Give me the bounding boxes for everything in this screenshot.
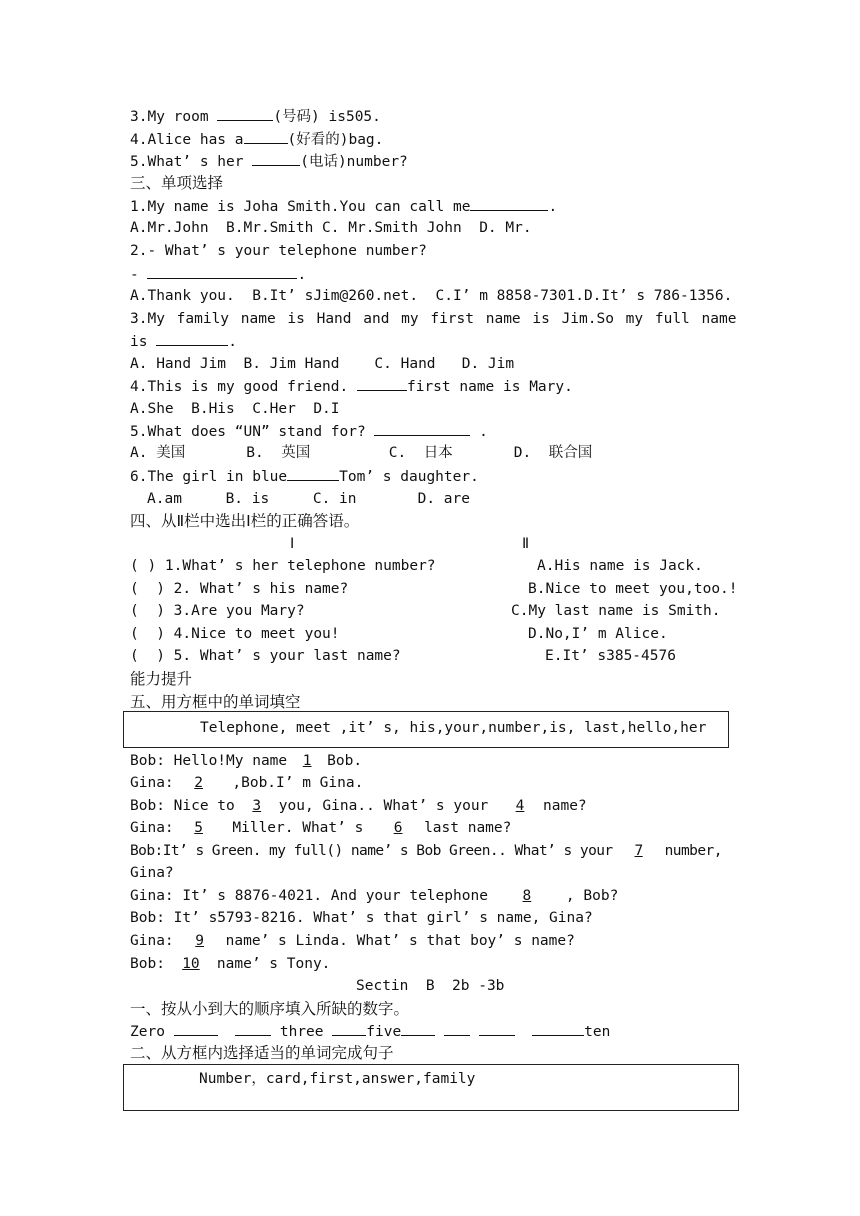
answer-blank[interactable] <box>357 376 407 391</box>
section5-title: 五、用方框中的单词填空 <box>130 693 301 711</box>
dialogue-line: Bob: Hello!My name 1 Bob. <box>130 753 363 769</box>
answer-blank[interactable] <box>374 421 470 436</box>
section-b2-title: 二、从方框内选择适当的单词完成句子 <box>130 1044 394 1062</box>
answer-blank[interactable] <box>174 1021 218 1036</box>
dialogue-line: Bob: It’ s5793-8216. What’ s that girl’ s name, Gina? <box>130 910 593 926</box>
dialogue-line: Gina? <box>130 865 174 881</box>
dialogue-line: Bob: Nice to 3 you, Gina.. What’ s your 4 name? <box>130 798 587 814</box>
mc-q2-options: A.Thank you. B.It’ sJim@260.net. C.I’ m 8858-7301.D.It’ s 786-1356. <box>130 288 733 304</box>
mc-q4-stem: 4.This is my good friend. first name is Mary. <box>130 376 573 397</box>
section4-title: 四、从Ⅱ栏中选出Ⅰ栏的正确答语。 <box>130 512 360 530</box>
mc-q3-stem: 3.My family name is Hand and my first name is Jim.So my full name <box>130 311 737 327</box>
number-sequence: Zero three five ten <box>130 1021 610 1042</box>
answer-blank[interactable] <box>287 466 339 481</box>
blank-number[interactable]: 8 <box>522 888 532 904</box>
match-left-3: ( ) 3.Are you Mary? <box>130 603 305 619</box>
answer-blank[interactable] <box>252 151 300 166</box>
answer-blank[interactable] <box>332 1021 366 1036</box>
fill-in-q5: 5.What’ s her (电话)number? <box>130 151 408 172</box>
dialogue-line: Gina: 2 ,Bob.I’ m Gina. <box>130 775 364 791</box>
section-b1-title: 一、按从小到大的顺序填入所缺的数字。 <box>130 1000 410 1018</box>
answer-blank[interactable] <box>156 331 228 346</box>
answer-blank[interactable] <box>479 1021 515 1036</box>
dialogue-line: Gina: 5 Miller. What’ s 6 last name? <box>130 820 512 836</box>
mc-q3-stem-cont: is . <box>130 331 237 352</box>
mc-q2-stem: 2.- What’ s your telephone number? <box>130 243 427 259</box>
blank-number[interactable]: 2 <box>194 775 204 791</box>
mc-q2-answer-line: - . <box>130 264 306 285</box>
mc-q4-options: A.She B.His C.Her D.I <box>130 401 340 417</box>
blank-number[interactable]: 9 <box>195 933 205 949</box>
fill-in-q3: 3.My room (号码) is505. <box>130 106 381 127</box>
answer-blank[interactable] <box>217 106 273 121</box>
blank-number[interactable]: 6 <box>393 820 403 836</box>
match-right-a: A.His name is Jack. <box>537 558 703 574</box>
blank-number[interactable]: 5 <box>194 820 204 836</box>
answer-blank[interactable] <box>235 1021 271 1036</box>
match-right-d: D.No,I’ m Alice. <box>528 626 668 642</box>
mc-q6-stem: 6.The girl in blue Tom’ s daughter. <box>130 466 479 487</box>
mc-q5-options: A. 美国 B. 英国 C. 日本 D. 联合国 <box>130 445 593 461</box>
answer-blank[interactable] <box>470 196 548 211</box>
match-right-b: B.Nice to meet you,too.! <box>528 581 738 597</box>
column-ii-header: Ⅱ <box>522 536 530 552</box>
blank-number[interactable]: 7 <box>634 843 643 859</box>
match-left-4: ( ) 4.Nice to meet you! <box>130 626 340 642</box>
mc-q1-stem: 1.My name is Joha Smith.You can call me . <box>130 196 557 217</box>
ability-heading: 能力提升 <box>130 670 193 688</box>
mc-q1-options: A.Mr.John B.Mr.Smith C. Mr.Smith John D. Mr. <box>130 220 532 236</box>
match-left-1: ( ) 1.What’ s her telephone number? <box>130 558 436 574</box>
mc-q5-stem: 5.What does “UN” stand for? . <box>130 421 488 442</box>
answer-blank[interactable] <box>147 264 297 279</box>
dialogue-line: Gina: 9 name’ s Linda. What’ s that boy’ s name? <box>130 933 575 949</box>
match-right-c: C.My last name is Smith. <box>511 603 721 619</box>
word-box <box>123 711 729 748</box>
match-left-2: ( ) 2. What’ s his name? <box>130 581 349 597</box>
dialogue-line: Gina: It’ s 8876-4021. And your telephone 8 , Bob? <box>130 888 619 904</box>
blank-number[interactable]: 3 <box>252 798 262 814</box>
dialogue-line: Bob: 10 name’ s Tony. <box>130 956 331 972</box>
answer-blank[interactable] <box>532 1021 584 1036</box>
word-box-b <box>123 1064 739 1111</box>
mc-q3-options: A. Hand Jim B. Jim Hand C. Hand D. Jim <box>130 356 515 372</box>
blank-number[interactable]: 10 <box>182 956 200 972</box>
answer-blank[interactable] <box>444 1021 470 1036</box>
fill-in-q4: 4.Alice has a (好看的)bag. <box>130 129 383 150</box>
answer-blank[interactable] <box>244 129 288 144</box>
answer-blank[interactable] <box>401 1021 435 1036</box>
section-b-heading: Sectin B 2b -3b <box>356 978 505 994</box>
column-i-header: Ⅰ <box>290 536 295 552</box>
match-right-e: E.It’ s385-4576 <box>545 648 676 664</box>
blank-number[interactable]: 4 <box>515 798 525 814</box>
section3-title: 三、单项选择 <box>130 174 224 192</box>
match-left-5: ( ) 5. What’ s your last name? <box>130 648 401 664</box>
blank-number[interactable]: 1 <box>302 753 312 769</box>
word-box-b-text: Number，card,first,answer,family <box>199 1071 476 1087</box>
mc-q6-options: A.am B. is C. in D. are <box>147 491 471 507</box>
word-box-text: Telephone, meet ,it’ s, his,your,number,is, last,hello,her <box>200 720 707 736</box>
dialogue-line: Bob:It’ s Green. my full() name’ s Bob Green.. What’ s your 7 number, <box>130 843 722 859</box>
